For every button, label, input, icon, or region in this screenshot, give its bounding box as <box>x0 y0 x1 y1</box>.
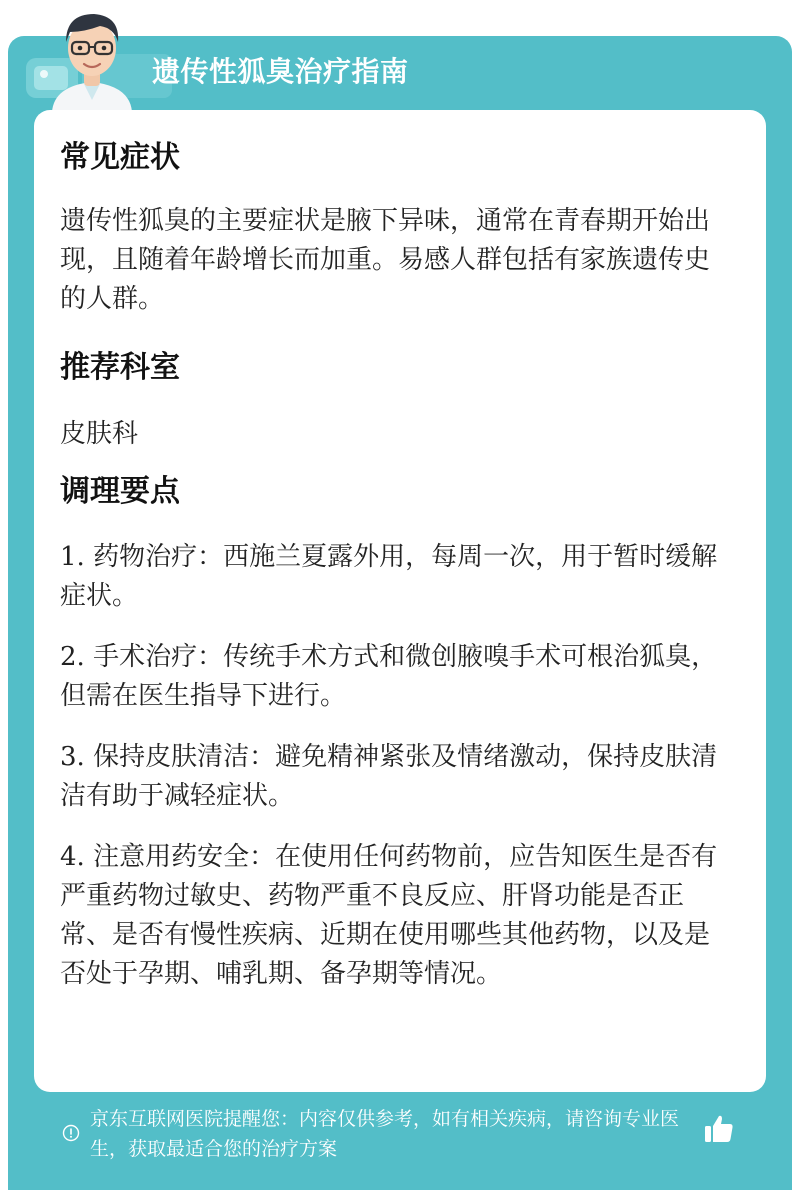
page-title: 遗传性狐臭治疗指南 <box>152 55 409 88</box>
list-item-text: 保持皮肤清洁：避免精神紧张及情绪激动，保持皮肤清洁有助于减轻症状。 <box>60 742 718 811</box>
list-item-text: 手术治疗：传统手术方式和微创腋嗅手术可根治狐臭，但需在医生指导下进行。 <box>60 642 718 711</box>
department-text: 皮肤科 <box>60 419 139 449</box>
list-item-number: 2. <box>60 642 85 672</box>
list-item <box>60 838 732 994</box>
list-item-text: 药物治疗：西施兰夏露外用，每周一次，用于暂时缓解症状。 <box>60 542 718 611</box>
list-item-number: 4. <box>60 842 85 872</box>
thumbs-up-icon[interactable] <box>702 1112 736 1146</box>
symptoms-heading: 常见症状 <box>60 140 180 175</box>
info-icon <box>62 1124 80 1142</box>
list-item-number: 1. <box>60 542 85 572</box>
care-list <box>60 538 732 1016</box>
list-item <box>60 638 732 716</box>
care-heading: 调理要点 <box>60 474 180 509</box>
doctor-avatar-icon <box>44 4 140 112</box>
department-heading: 推荐科室 <box>60 350 180 385</box>
content-card <box>34 110 766 1092</box>
disclaimer-text: 京东互联网医院提醒您：内容仅供参考，如有相关疾病，请咨询专业医生，获取最适合您的治疗方案 <box>90 1108 680 1160</box>
symptoms-text: 遗传性狐臭的主要症状是腋下异味，通常在青春期开始出现，且随着年龄增长而加重。易感人群包括有家族遗传史的人群。 <box>60 206 711 314</box>
list-item <box>60 538 732 616</box>
list-item-text: 注意用药安全：在使用任何药物前，应告知医生是否有严重药物过敏史、药物严重不良反应、肝肾功能是否正常、是否有慢性疾病、近期在使用哪些其他药物，以及是否处于孕期、哺乳期、备孕期等情况。 <box>60 842 718 989</box>
list-item-number: 3. <box>60 742 85 772</box>
list-item <box>60 738 732 816</box>
